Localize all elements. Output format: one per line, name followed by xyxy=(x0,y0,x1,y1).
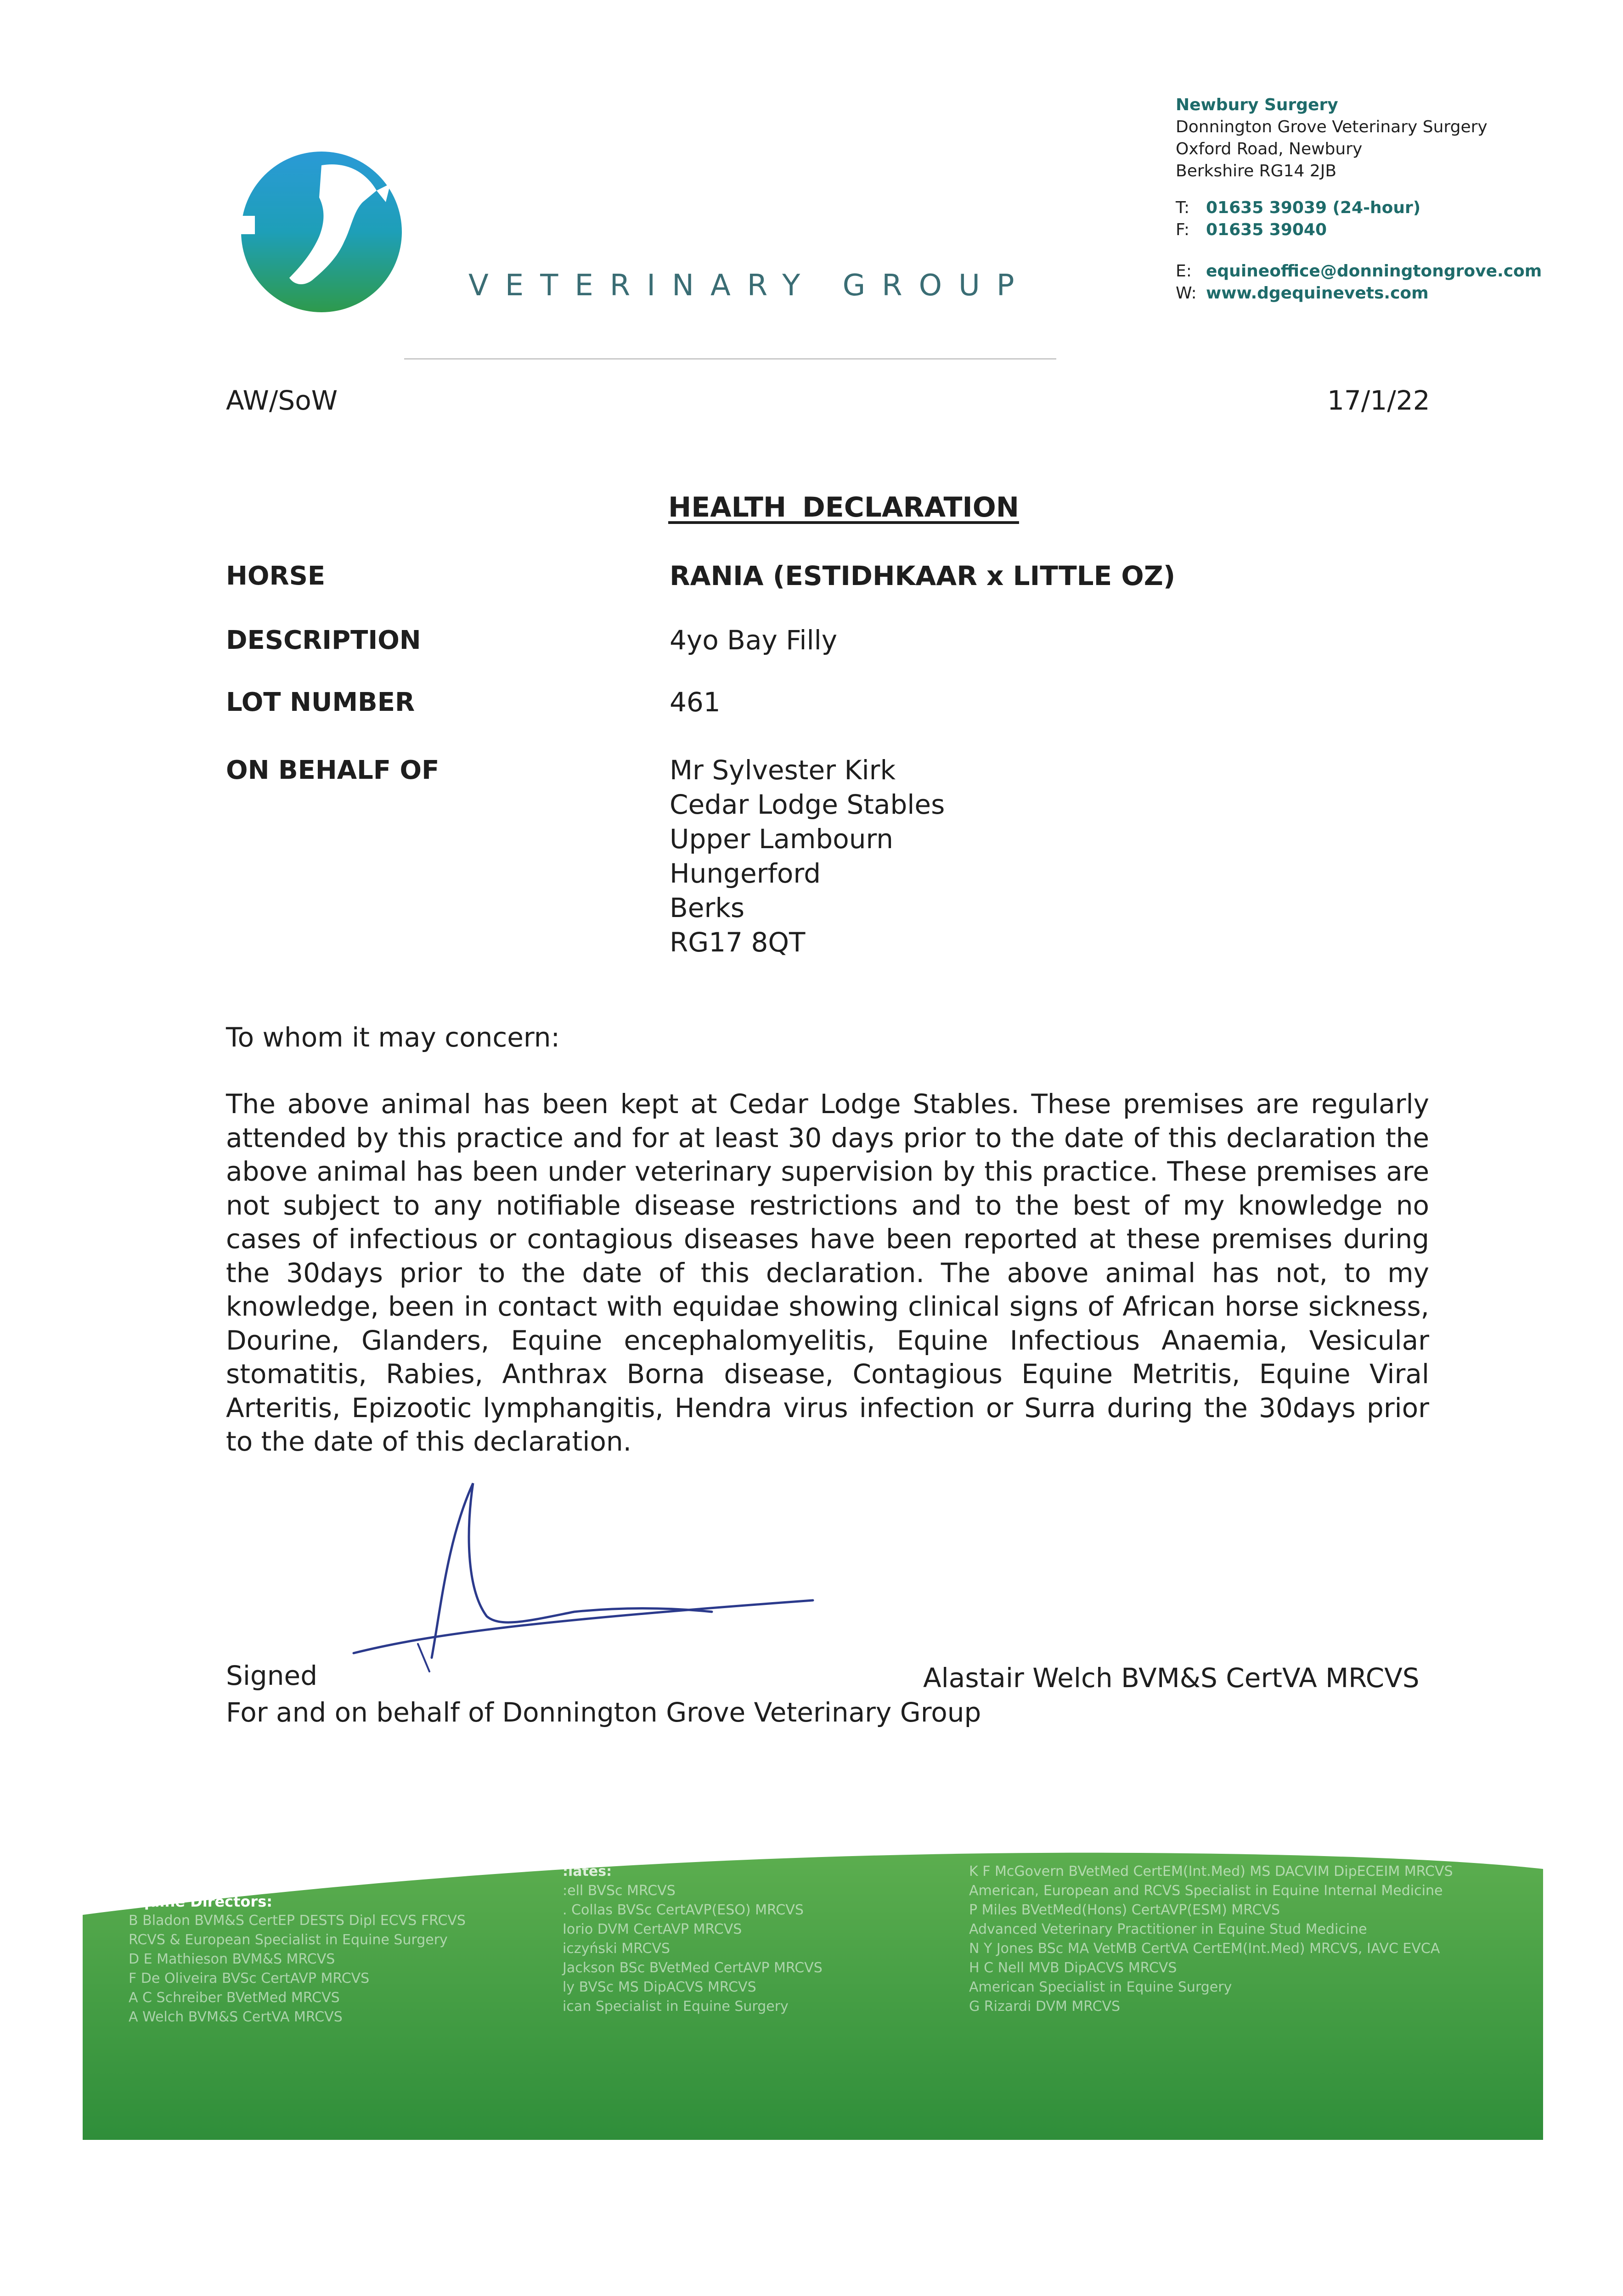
fax-line xyxy=(1176,219,1612,241)
on-behalf-label: ON BEHALF OF xyxy=(226,755,440,785)
lot-number-label: LOT NUMBER xyxy=(226,687,415,717)
associate-line: N Y Jones BSc MA VetMB CertVA CertEM(Int.Med) MRCVS, IAVC EVCA xyxy=(969,1941,1440,1957)
director-line: A Welch BVM&S CertVA MRCVS xyxy=(129,2009,343,2025)
contact-block xyxy=(1176,94,1612,304)
address-line: Hungerford xyxy=(670,858,821,889)
associate-line: . Collas BVSc CertAVP(ESO) MRCVS xyxy=(563,1902,804,1918)
directors-heading: Equine Directors: xyxy=(129,1893,273,1910)
associate-line: ican Specialist in Equine Surgery xyxy=(563,1998,789,2015)
associate-line: iczyński MRCVS xyxy=(563,1941,670,1957)
lot-number-value: 461 xyxy=(670,687,721,718)
address-line: RG17 8QT xyxy=(670,927,806,958)
director-line: RCVS & European Specialist in Equine Surgery xyxy=(129,1932,448,1948)
web-line xyxy=(1176,282,1612,304)
fax-label: F: xyxy=(1176,220,1190,239)
address-line: Berkshire RG14 2JB xyxy=(1176,162,1337,180)
address-line: Oxford Road, Newbury xyxy=(1176,140,1363,158)
associates-heading: :iates: xyxy=(563,1863,612,1880)
behalf-line: For and on behalf of Donnington Grove Veterinary Group xyxy=(226,1697,981,1728)
declaration-body: The above animal has been kept at Cedar Lodge Stables. These premises are regularly attended by this practice and for at least 30 days prior to the date of this declaration the above animal has been under veterinary supervision by this practice. These premises are not subject to any notifiable disease restrictions and to the best of my knowledge no cases of infectious or contagious diseases have been reported at these premises during the 30days prior to the date of this declaration. The above animal has not, to my knowledge, been in contact with equidae showing clinical signs of African horse sickness, Dourine, Glanders, Equine encephalomyelitis, Equine Infectious Anaemia, Vesicular stomatitis, Rabies, Anthrax Borna disease, Contagious Equine Metritis, Equine Viral Arteritis, Epizootic lymphangitis, Hendra virus infection or Surra during the 30days prior to the date of this declaration. xyxy=(226,1088,1429,1457)
handwritten-signature xyxy=(335,1469,831,1681)
web-link[interactable]: www.dgequinevets.com xyxy=(1206,284,1429,303)
director-line: B Bladon BVM&S CertEP DESTS Dipl ECVS FRCVS xyxy=(129,1913,466,1929)
footer-associates-2 xyxy=(969,1862,1453,2016)
associate-line: Advanced Veterinary Practitioner in Equine Stud Medicine xyxy=(969,1921,1367,1937)
email-line xyxy=(1176,260,1612,282)
associate-line: Iorio DVM CertAVP MRCVS xyxy=(563,1921,742,1937)
horse-value: RANIA (ESTIDHKAAR x LITTLE OZ) xyxy=(670,560,1176,591)
director-line: D E Mathieson BVM&S MRCVS xyxy=(129,1951,335,1967)
reference-code: AW/SoW xyxy=(226,385,338,416)
salutation: To whom it may concern: xyxy=(226,1022,560,1053)
footer-associates xyxy=(563,1862,823,2016)
page-title: HEALTH DECLARATION xyxy=(668,491,1019,523)
description-label: DESCRIPTION xyxy=(226,625,421,655)
header-divider xyxy=(404,358,1056,360)
horse-label: HORSE xyxy=(226,561,326,591)
description-value: 4yo Bay Filly xyxy=(670,625,838,656)
associate-line: :ell BVSc MRCVS xyxy=(563,1883,676,1899)
address-line: Donnington Grove Veterinary Surgery xyxy=(1176,118,1488,136)
fax-number: 01635 39040 xyxy=(1206,220,1327,239)
email-label: E: xyxy=(1176,262,1192,281)
footer-directors xyxy=(129,1892,466,2027)
group-wordmark: VETERINARY GROUP xyxy=(468,269,1031,303)
signatory-name: Alastair Welch BVM&S CertVA MRCVS xyxy=(923,1662,1420,1694)
associate-line: P Miles BVetMed(Hons) CertAVP(ESM) MRCVS xyxy=(969,1902,1280,1918)
letter-date: 17/1/22 xyxy=(1327,385,1430,416)
address-line: Mr Sylvester Kirk xyxy=(670,754,896,786)
address-line: Cedar Lodge Stables xyxy=(670,789,945,820)
associate-line: H C Nell MVB DipACVS MRCVS xyxy=(969,1960,1177,1976)
email-link[interactable]: equineoffice@donningtongrove.com xyxy=(1206,262,1542,281)
signed-label: Signed xyxy=(226,1660,318,1691)
associate-line: American, European and RCVS Specialist in Equine Internal Medicine xyxy=(969,1883,1443,1899)
director-line: A C Schreiber BVetMed MRCVS xyxy=(129,1990,340,2006)
associate-line: American Specialist in Equine Surgery xyxy=(969,1979,1232,1995)
associate-line: Jackson BSc BVetMed CertAVP MRCVS xyxy=(563,1960,823,1976)
horse-logo-icon xyxy=(239,147,404,317)
director-line: F De Oliveira BVSc CertAVP MRCVS xyxy=(129,1970,370,1986)
associate-line: ly BVSc MS DipACVS MRCVS xyxy=(563,1979,756,1995)
address-line: Upper Lambourn xyxy=(670,823,894,855)
phone-line xyxy=(1176,197,1612,219)
on-behalf-address xyxy=(670,753,945,960)
address-line: Berks xyxy=(670,892,745,923)
web-label: W: xyxy=(1176,284,1197,303)
associate-line: K F McGovern BVetMed CertEM(Int.Med) MS DACVIM DipECEIM MRCVS xyxy=(969,1863,1453,1880)
surgery-name: Newbury Surgery xyxy=(1176,96,1338,114)
phone-number: 01635 39039 (24-hour) xyxy=(1206,198,1421,217)
phone-label: T: xyxy=(1176,198,1190,217)
associate-line: G Rizardi DVM MRCVS xyxy=(969,1998,1121,2015)
